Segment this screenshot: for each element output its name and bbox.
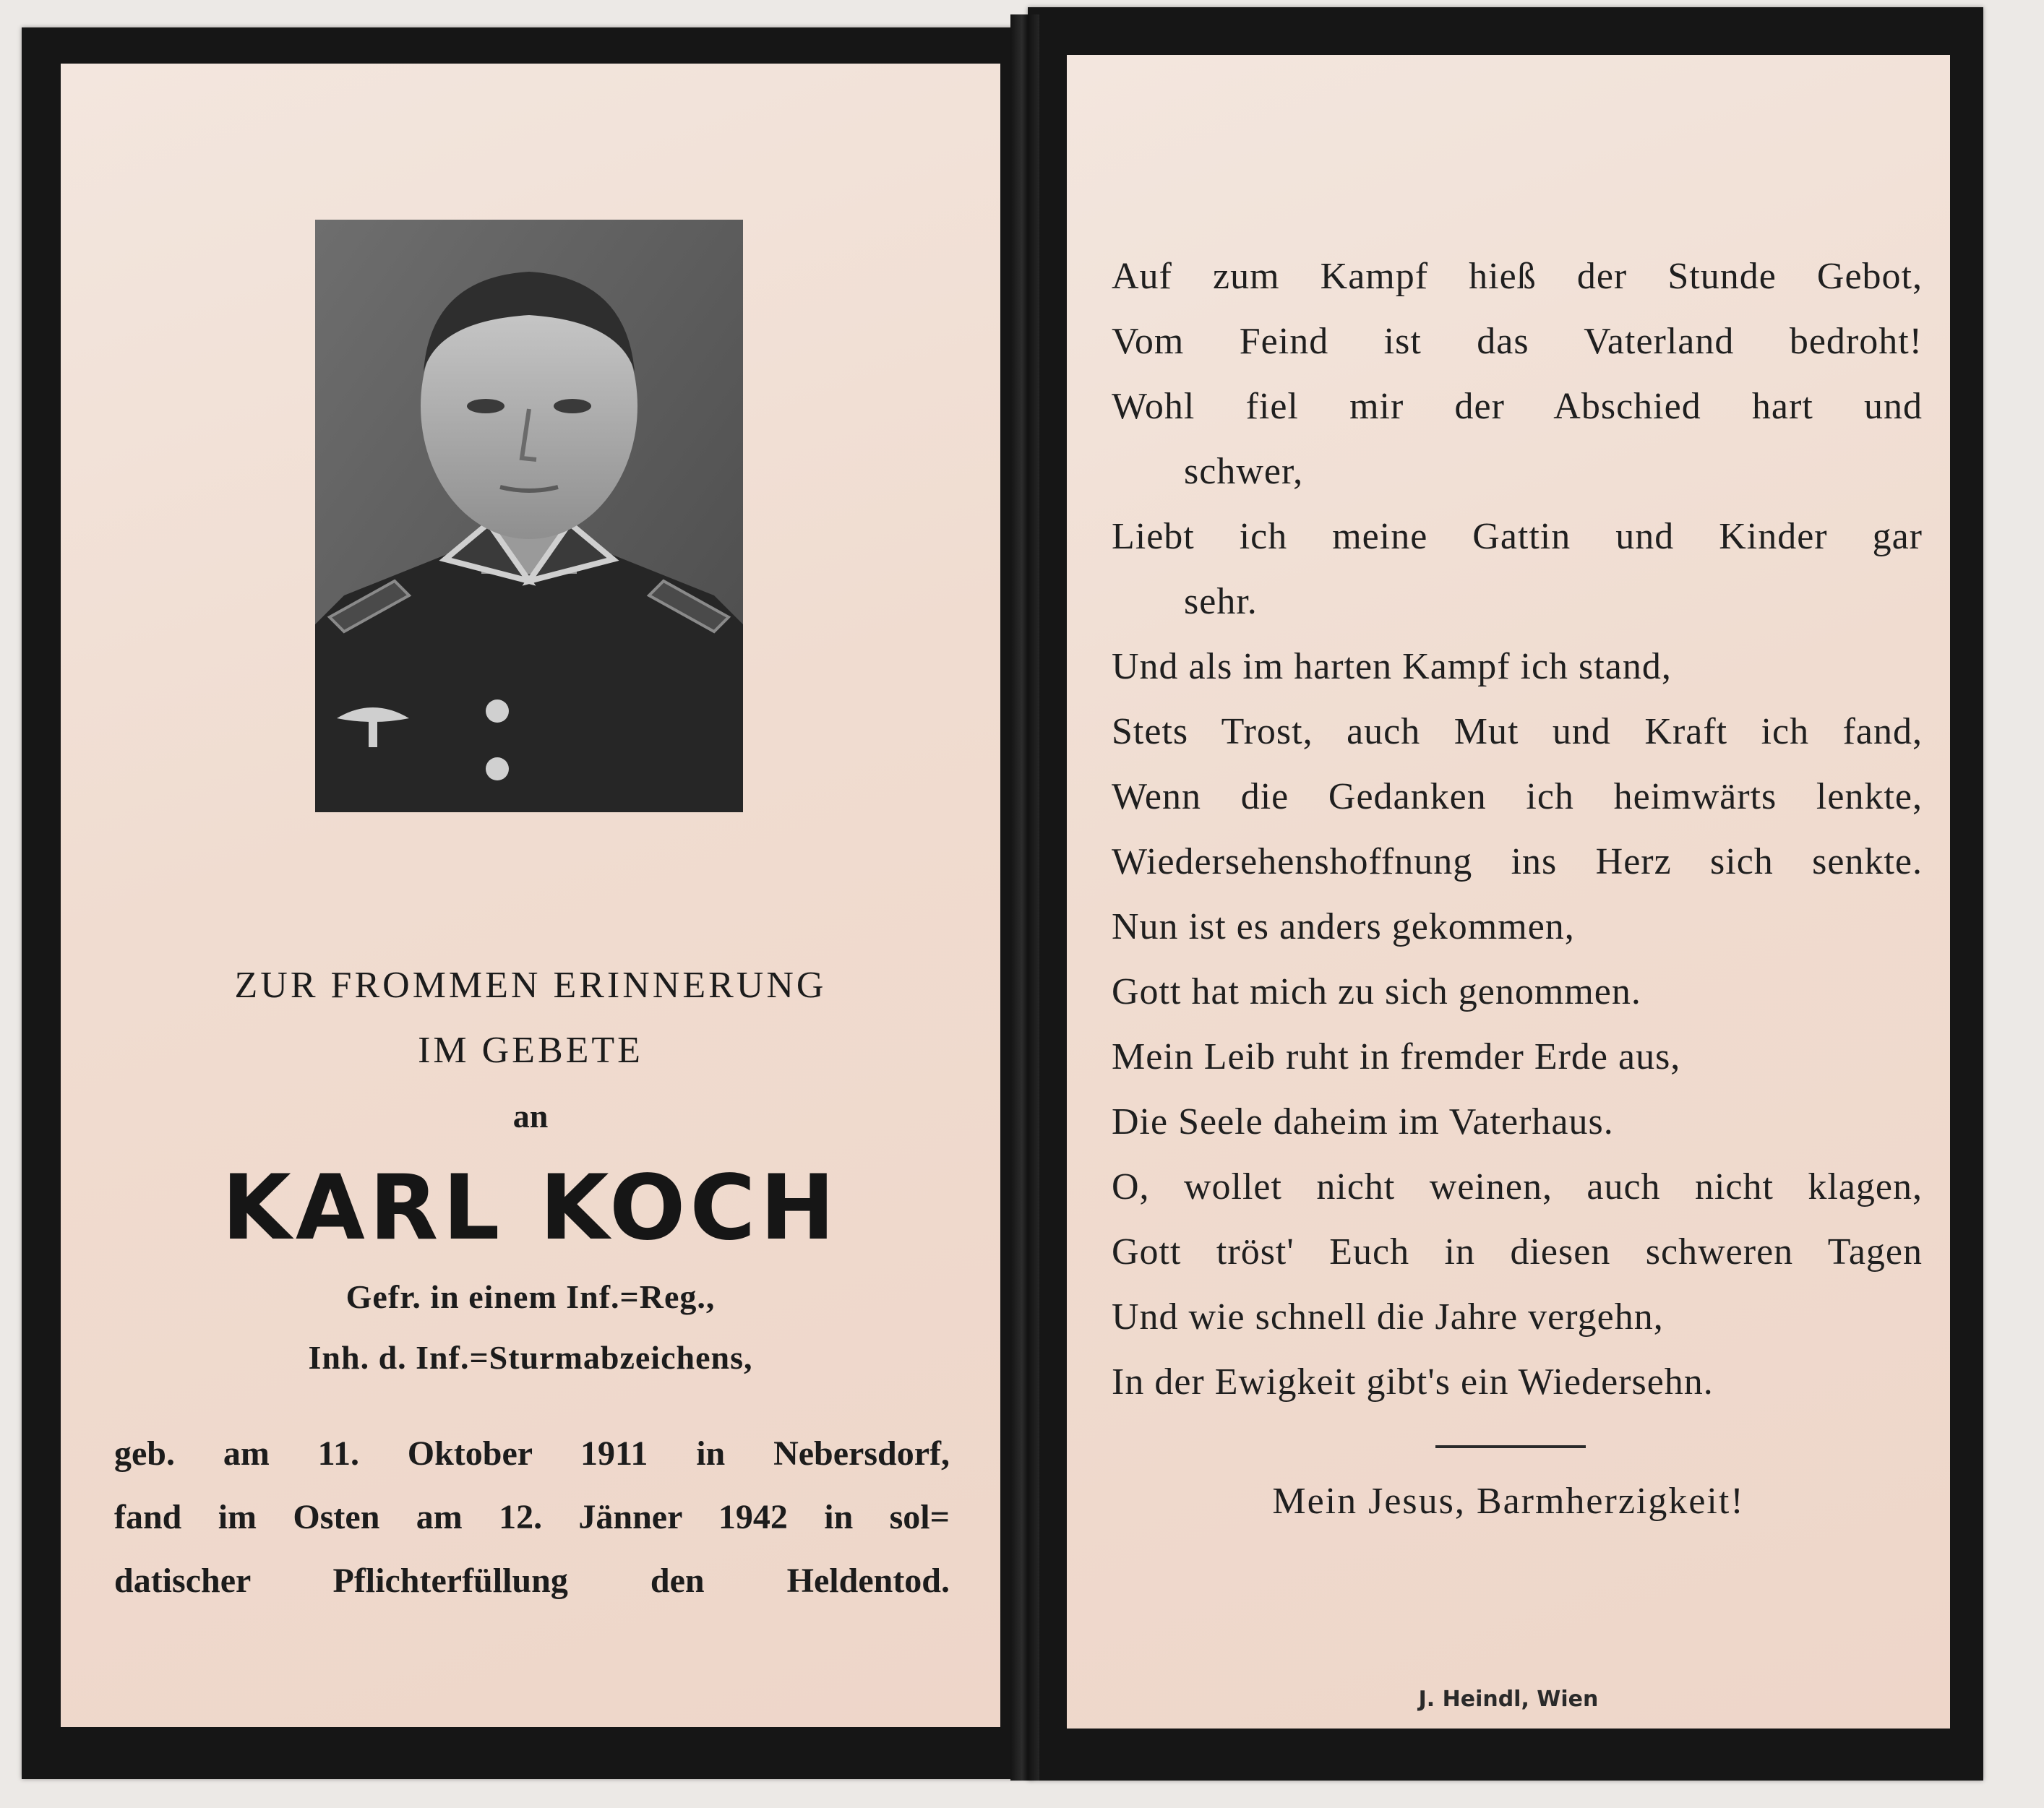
poem-line: Und wie schnell die Jahre vergehn, [1112,1296,1664,1338]
memorial-an: an [512,1098,549,1135]
rank-line2: Inh. d. Inf.=Sturmabzeichens, [308,1339,753,1376]
poem-line: Nun ist es anders gekommen, [1112,906,1575,947]
rank-line1: Gefr. in einem Inf.=Reg., [345,1278,716,1315]
poem-line: Wohl fiel mir der Abschied hart und [1112,386,1923,427]
poem-line: In der Ewigkeit gibt's ein Wiedersehn. [1112,1361,1714,1403]
poem-line: Stets Trost, auch Mut und Kraft ich fand, [1112,711,1923,752]
bio-line: datischer Pflichterfüllung den Heldentod. [114,1562,950,1600]
poem-line: Wenn die Gedanken ich heimwärts lenkte, [1112,776,1923,817]
card-fold [1010,14,1039,1781]
poem-line: Liebt ich meine Gattin und Kinder gar [1112,516,1923,557]
biography-text [114,1422,950,1613]
poem-line: Gott tröst' Euch in diesen schweren Tagen [1112,1231,1923,1273]
bio-line: geb. am 11. Oktober 1911 in Nebersdorf, [114,1434,950,1473]
poem-line: O, wollet nicht weinen, auch nicht klagen, [1112,1166,1923,1208]
memorial-heading-line1: ZUR FROMMEN ERINNERUNG [234,965,827,1006]
memorial-poem [1112,244,1923,1415]
poem-line: Auf zum Kampf hieß der Stunde Gebot, [1112,256,1923,297]
poem-line: schwer, [1184,451,1304,492]
soldier-portrait-photo [315,220,743,812]
memorial-heading-line2: IM GEBETE [418,1030,643,1071]
poem-line: Die Seele daheim im Vaterhaus. [1112,1101,1614,1142]
deceased-name: KARL KOCH [221,1156,840,1260]
poem-line: sehr. [1184,581,1258,622]
divider-line [1435,1445,1586,1448]
poem-line: Und als im harten Kampf ich stand, [1112,646,1672,687]
poem-line: Mein Leib ruht in fremder Erde aus, [1112,1036,1681,1077]
closing-prayer: Mein Jesus, Barmherzigkeit! [1272,1481,1745,1522]
poem-line: Wiedersehenshoffnung ins Herz sich senkte. [1112,841,1923,882]
bio-line: fand im Osten am 12. Jänner 1942 in sol= [114,1498,950,1536]
poem-line: Vom Feind ist das Vaterland bedroht! [1112,321,1923,362]
poem-line: Gott hat mich zu sich genommen. [1112,971,1641,1012]
printer-credit: J. Heindl, Wien [1418,1687,1599,1712]
